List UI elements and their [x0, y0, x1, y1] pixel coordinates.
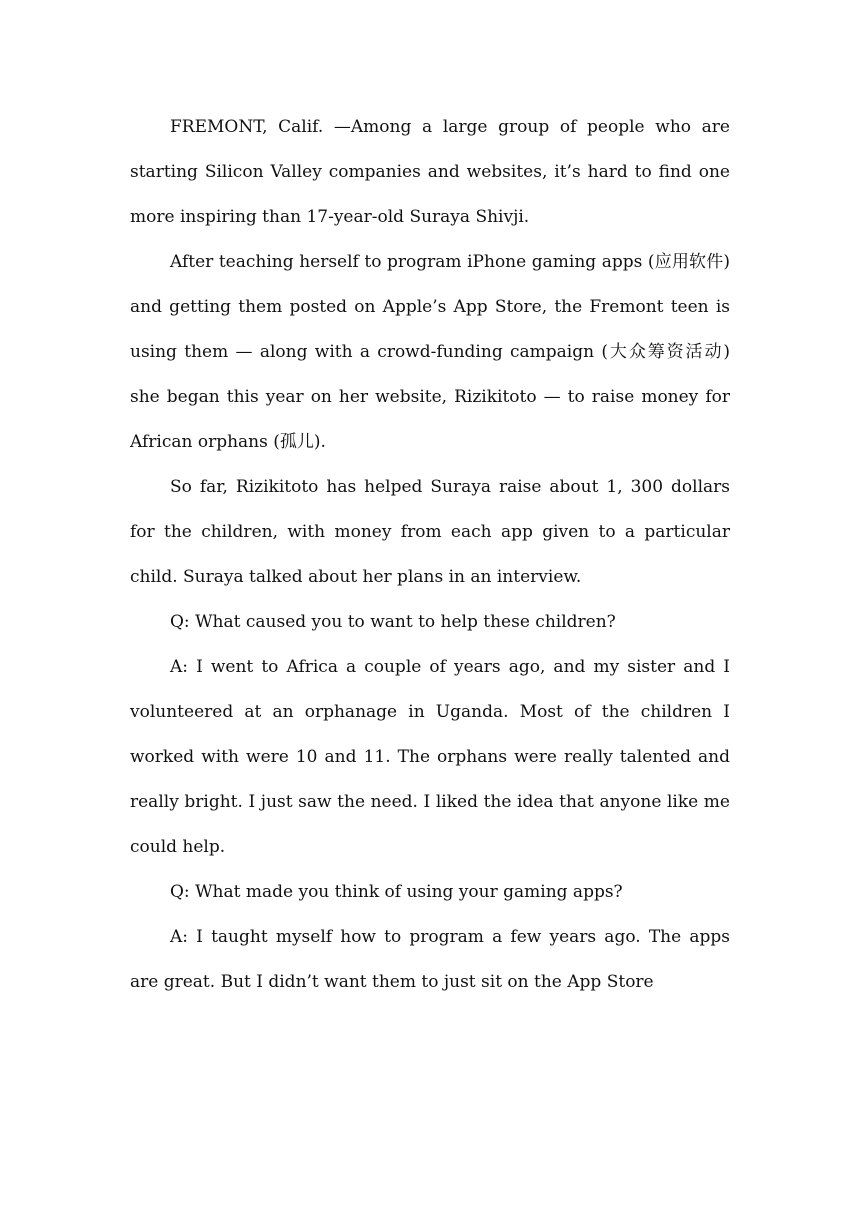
- document-page: [130, 105, 730, 1005]
- question-1: Q: What caused you to want to help these children?: [170, 612, 616, 632]
- paragraph-fundraising: So far, Rizikitoto has helped Suraya raise about 1, 300 dollars for the children, with money from each app given to a particular child. Suraya talked about her plans in an interview.: [130, 477, 730, 587]
- answer-2: A: I taught myself how to program a few years ago. The apps are great. But I didn’t want them to just sit on the App Store: [130, 927, 730, 992]
- paragraph-intro: FREMONT, Calif. —Among a large group of people who are starting Silicon Valley companies and websites, it’s hard to find one more inspiring than 17-year-old Suraya Shivji.: [130, 117, 730, 227]
- answer-1: A: I went to Africa a couple of years ago, and my sister and I volunteered at an orphanage in Uganda. Most of the children I worked with were 10 and 11. The orphans were really talented and really bright. I just saw the need. I liked the idea that anyone like me could help.: [130, 657, 730, 857]
- question-2: Q: What made you think of using your gaming apps?: [170, 882, 623, 902]
- paragraph-apps-campaign: After teaching herself to program iPhone gaming apps (应用软件) and getting them posted on Apple’s App Store, the Fremont teen is using them — along with a crowd-funding campaign (大众筹资活动) she began this year on her website, Rizikitoto — to raise money for African orphans (孤儿).: [130, 252, 730, 452]
